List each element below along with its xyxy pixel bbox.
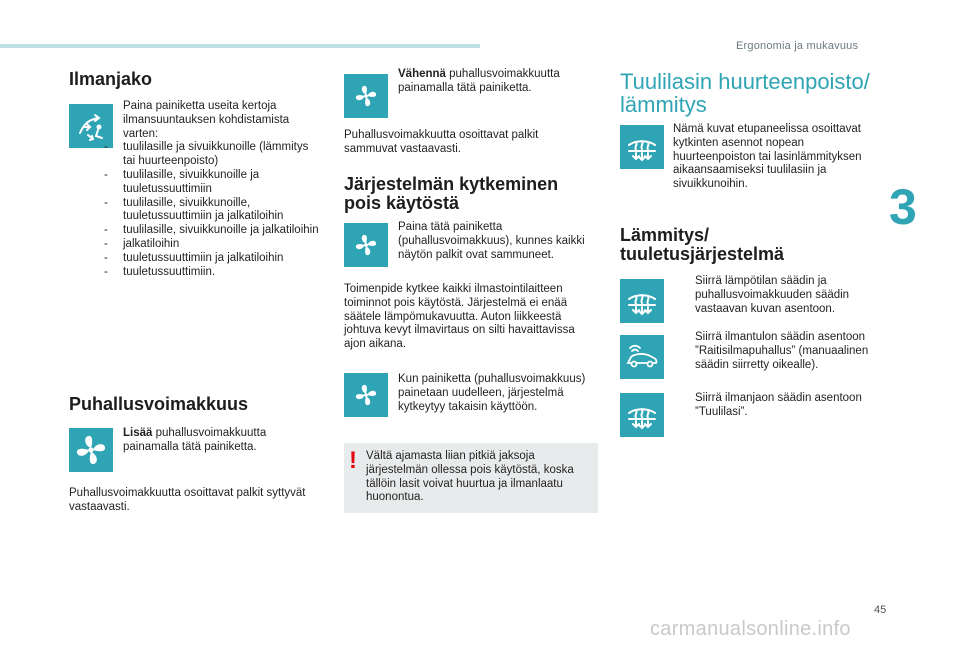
section-title: Ergonomia ja mukavuus: [736, 40, 859, 52]
list-item: - tuulilasille, sivuikkunoille, tuuletussuuttimiin ja jalkatiloihin: [104, 196, 284, 223]
system-on-note: Kun painiketta (puhallusvoimakkuus) painetaan uudelleen, järjestelmä kytkeytyy takaisin käyttöön.: [398, 373, 586, 413]
header-accent-bar: [0, 44, 480, 48]
air-distribution-title: Ilmanjako: [69, 69, 153, 89]
fan-increase-text: Lisää puhallusvoimakkuutta painamalla tätä painiketta.: [123, 427, 267, 453]
list-item: - tuuletussuuttimiin ja jalkatiloihin: [104, 251, 284, 264]
defrost-icon: [620, 393, 664, 437]
list-item: - jalkatiloihin: [104, 237, 180, 250]
defrost-icon: [620, 125, 664, 169]
list-item: - tuulilasille ja sivuikkunoille (lämmitys tai huurteenpoisto): [104, 141, 309, 168]
air-distribution-intro: Paina painiketta useita kertoja ilmansuuntauksen kohdistamista varten:: [123, 100, 290, 140]
watermark: carmanualsonline.info: [650, 618, 851, 640]
fan-small-icon: [344, 373, 388, 417]
defrost-icon: [620, 279, 664, 323]
list-item: - tuulilasille, sivuikkunoille ja jalkatiloihin: [104, 224, 319, 237]
fan-decrease-note: Puhallusvoimakkuutta osoittavat palkit sammuvat vastaavasti.: [344, 129, 539, 155]
system-off-title: Järjestelmän kytkeminen pois käytöstä: [344, 174, 559, 213]
air-distribution-list: [104, 100, 323, 279]
system-off-note: Toimenpide kytkee kaikki ilmastointilaitteen toiminnot pois käytöstä. Järjestelmä ei enää säätele lämpömukavuutta. Auton liikkeestä johtuva kevyt ilmavirtaus on silti havaittavissa ajon aikana.: [344, 283, 575, 351]
fan-decrease-text: Vähennä puhallusvoimakkuutta painamalla tätä painiketta.: [398, 68, 560, 94]
heating-step-1: Siirrä lämpötilan säädin ja puhallusvoimakkuuden säädin vastaavan kuvan asentoon.: [695, 275, 850, 315]
system-off-step: Paina tätä painiketta (puhallusvoimakkuus), kunnes kaikki näytön palkit ovat sammuneet.: [398, 221, 585, 261]
heating-step-2: Siirrä ilmantulon säädin asentoon ”Raitisilmapuhallus” (manuaalinen säädin siirretty oikealle).: [695, 331, 869, 371]
defrost-title: Tuulilasin huurteenpoisto/ lämmitys: [620, 69, 870, 117]
heating-title: Lämmitys/ tuuletusjärjestelmä: [620, 225, 785, 264]
warning-text: Vältä ajamasta liian pitkiä jaksoja järjestelmän ollessa pois käytöstä, koska tällöin lasit voivat huurtua ja ilmanlaatu huonontua.: [366, 450, 574, 504]
page-number: 45: [874, 604, 887, 616]
fresh-air-icon: [620, 335, 664, 379]
chapter-number: 3: [889, 179, 917, 235]
fan-increase-note: Puhallusvoimakkuutta osoittavat palkit syttyvät vastaavasti.: [69, 487, 306, 513]
warning-box: [344, 443, 598, 513]
defrost-intro: Nämä kuvat etupaneelissa osoittavat kytkinten asennot nopean huurteenpoiston tai lasinlämmityksen aikaansaamiseksi tuulilasiin ja sivuikkunoihin.: [673, 123, 862, 191]
list-item: - tuulilasille, sivuikkunoille ja tuuletussuuttimiin: [104, 168, 260, 195]
heating-step-3: Siirrä ilmanjaon säädin asentoon ”Tuulilasi”.: [695, 392, 862, 418]
warning-icon: !: [349, 447, 357, 474]
list-item: - tuuletussuuttimiin.: [104, 265, 216, 278]
fan-speed-title: Puhallusvoimakkuus: [69, 394, 249, 414]
